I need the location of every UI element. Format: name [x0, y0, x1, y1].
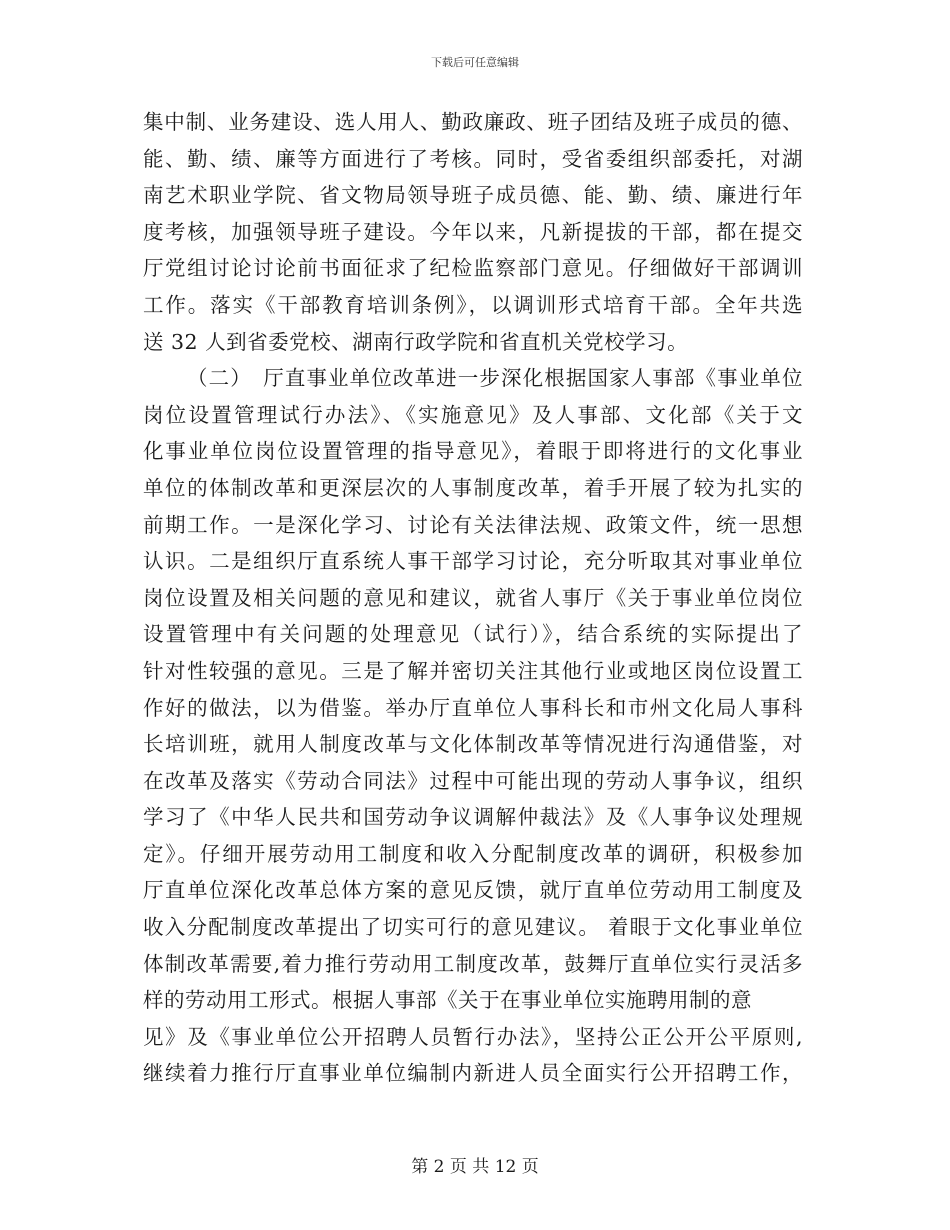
text-line: 样的劳动用工形式。根据人事部《关于在事业单位实施聘用制的意: [143, 988, 752, 1013]
text-line: 工作。落实《干部教育培训条例》，以调训形式培育干部。全年共选: [143, 292, 803, 317]
section-heading-line: （二） 厅直事业单位改革进一步深化根据国家人事部《事业单位: [187, 366, 803, 391]
text-line: 单位的体制改革和更深层次的人事制度改革，着手开展了较为扎实的: [143, 475, 803, 500]
page-number-footer: 第 2 页 共 12 页: [411, 1157, 539, 1177]
text-line: 厅直单位深化改革总体方案的意见反馈，就厅直单位劳动用工制度及: [143, 878, 803, 903]
text-line: 南艺术职业学院、省文物局领导班子成员德、能、勤、绩、廉进行年: [143, 183, 803, 208]
text-line: 针对性较强的意见。三是了解并密切关注其他行业或地区岗位设置工: [143, 658, 803, 683]
text-line: 岗位设置管理试行办法》、《实施意见》及人事部、文化部《关于文: [143, 402, 803, 427]
text-line: 认识。二是组织厅直系统人事干部学习讨论，充分听取其对事业单位: [143, 549, 803, 574]
text-line: 体制改革需要,着力推行劳动用工制度改革，鼓舞厅直单位实行灵活多: [143, 951, 803, 976]
document-body: [143, 104, 803, 1092]
text-line: 厅党组讨论讨论前书面征求了纪检监察部门意见。仔细做好干部调训: [143, 256, 803, 281]
text-line: 能、勤、绩、廉等方面进行了考核。同时，受省委组织部委托，对湖: [143, 146, 803, 171]
text-line: 定》。仔细开展劳动用工制度和收入分配制度改革的调研，积极参加: [143, 841, 803, 866]
text-line: 作好的做法，以为借鉴。举办厅直单位人事科长和市州文化局人事科: [143, 695, 803, 720]
text-line: 收入分配制度改革提出了切实可行的意见建议。 着眼于文化事业单位: [143, 915, 803, 940]
text-line: 前期工作。一是深化学习、讨论有关法律法规、政策文件，统一思想: [143, 512, 803, 537]
text-line: 化事业单位岗位设置管理的指导意见》，着眼于即将进行的文化事业: [143, 439, 803, 464]
text-line: 继续着力推行厅直事业单位编制内新进人员全面实行公开招聘工作，: [143, 1061, 803, 1086]
text-line: 送 32 人到省委党校、湖南行政学院和省直机关党校学习。: [143, 329, 689, 354]
page-header: 下载后可任意编辑: [431, 56, 519, 69]
text-line: 设置管理中有关问题的处理意见（试行）》，结合系统的实际提出了: [143, 622, 803, 647]
text-line: 在改革及落实《劳动合同法》过程中可能出现的劳动人事争议，组织: [143, 768, 803, 793]
text-line: 度考核，加强领导班子建设。今年以来，凡新提拔的干部，都在提交: [143, 219, 803, 244]
text-line: 长培训班，就用人制度改革与文化体制改革等情况进行沟通借鉴，对: [143, 732, 803, 757]
text-line: 学习了《中华人民共和国劳动争议调解仲裁法》及《人事争议处理规: [143, 805, 803, 830]
text-line: 岗位设置及相关问题的意见和建议，就省人事厅《关于事业单位岗位: [143, 585, 803, 610]
text-line: 见》及《事业单位公开招聘人员暂行办法》，坚持公正公开公平原则,: [143, 1024, 803, 1049]
text-line: 集中制、业务建设、选人用人、勤政廉政、班子团结及班子成员的德、: [143, 110, 803, 134]
